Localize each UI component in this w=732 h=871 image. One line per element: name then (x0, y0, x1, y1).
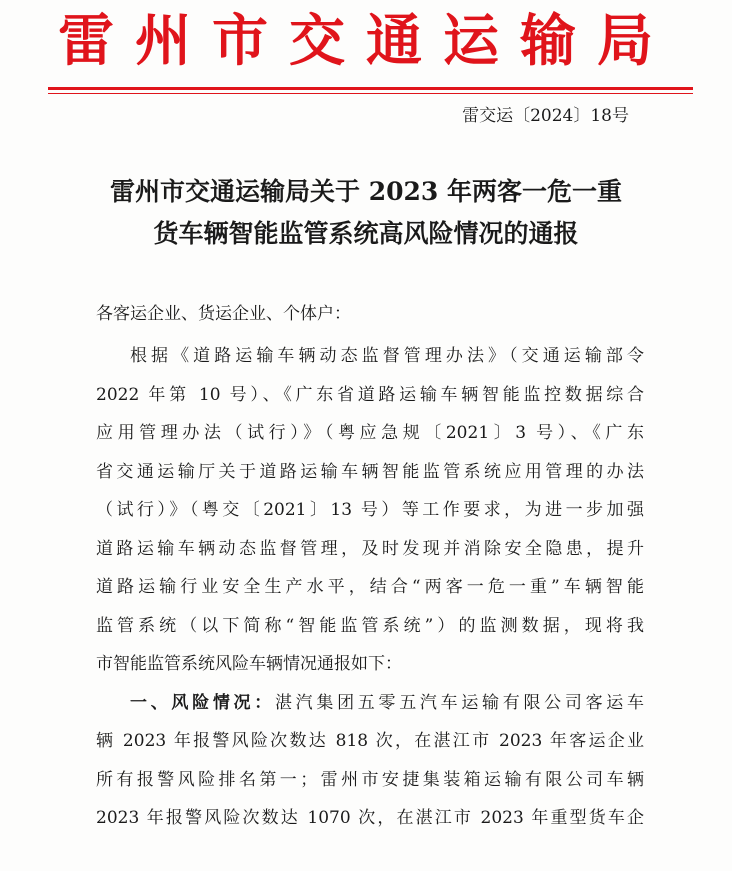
issuing-authority-header: 雷州市交通运输局 (58, 8, 674, 74)
section-heading-line (96, 684, 644, 723)
body-line: 监管系统（以下简称“智能监管系统”）的监测数据，现将我 (96, 615, 644, 636)
body-line: 省交通运输厅关于道路运输车辆智能监管系统应用管理的办法 (96, 461, 644, 482)
body-line: 道路运输行业安全生产水平，结合“两客一危一重”车辆智能 (96, 577, 644, 597)
red-separator-line-thin (48, 93, 693, 94)
document-title-line-1: 雷州市交通运输局关于 2023 年两客一危一重 (110, 177, 622, 206)
body-line: 道路运输车辆动态监督管理，及时发现并消除安全隐患，提升 (96, 538, 644, 559)
body-line: （试行）》（粤交〔2021〕13 号）等工作要求，为进一步加强 (96, 500, 644, 520)
document-title (0, 171, 732, 255)
document-number: 雷交运〔2024〕18号 (462, 106, 629, 126)
body-line: 市智能监管系统风险车辆情况通报如下： (96, 654, 402, 674)
section-heading: 一、风险情况： (130, 692, 275, 713)
body-line: 根据《道路运输车辆动态监督管理办法》（交通运输部令 (130, 346, 644, 366)
body-line: 2023 年报警风险次数达 1070 次，在湛江市 2023 年重型货车企 (96, 808, 644, 828)
body-line: 辆 2023 年报警风险次数达 818 次，在湛江市 2023 年客运企业 (96, 731, 644, 751)
salutation: 各客运企业、货运企业、个体户： (96, 304, 351, 324)
body-line: 所有报警风险排名第一；雷州市安捷集装箱运输有限公司车辆 (96, 769, 644, 790)
body-line: 2022 年第 10 号）、《广东省道路运输车辆智能监控数据综合 (96, 384, 644, 405)
red-separator-line (48, 87, 693, 90)
body-line: 应用管理办法（试行）》（粤应急规〔2021〕3 号）、《广东 (96, 423, 644, 443)
document-body (96, 337, 644, 838)
section-text: 湛汽集团五零五汽车运输有限公司客运车 (274, 692, 645, 713)
document-title-line-2: 货车辆智能监管系统高风险情况的通报 (153, 219, 579, 248)
